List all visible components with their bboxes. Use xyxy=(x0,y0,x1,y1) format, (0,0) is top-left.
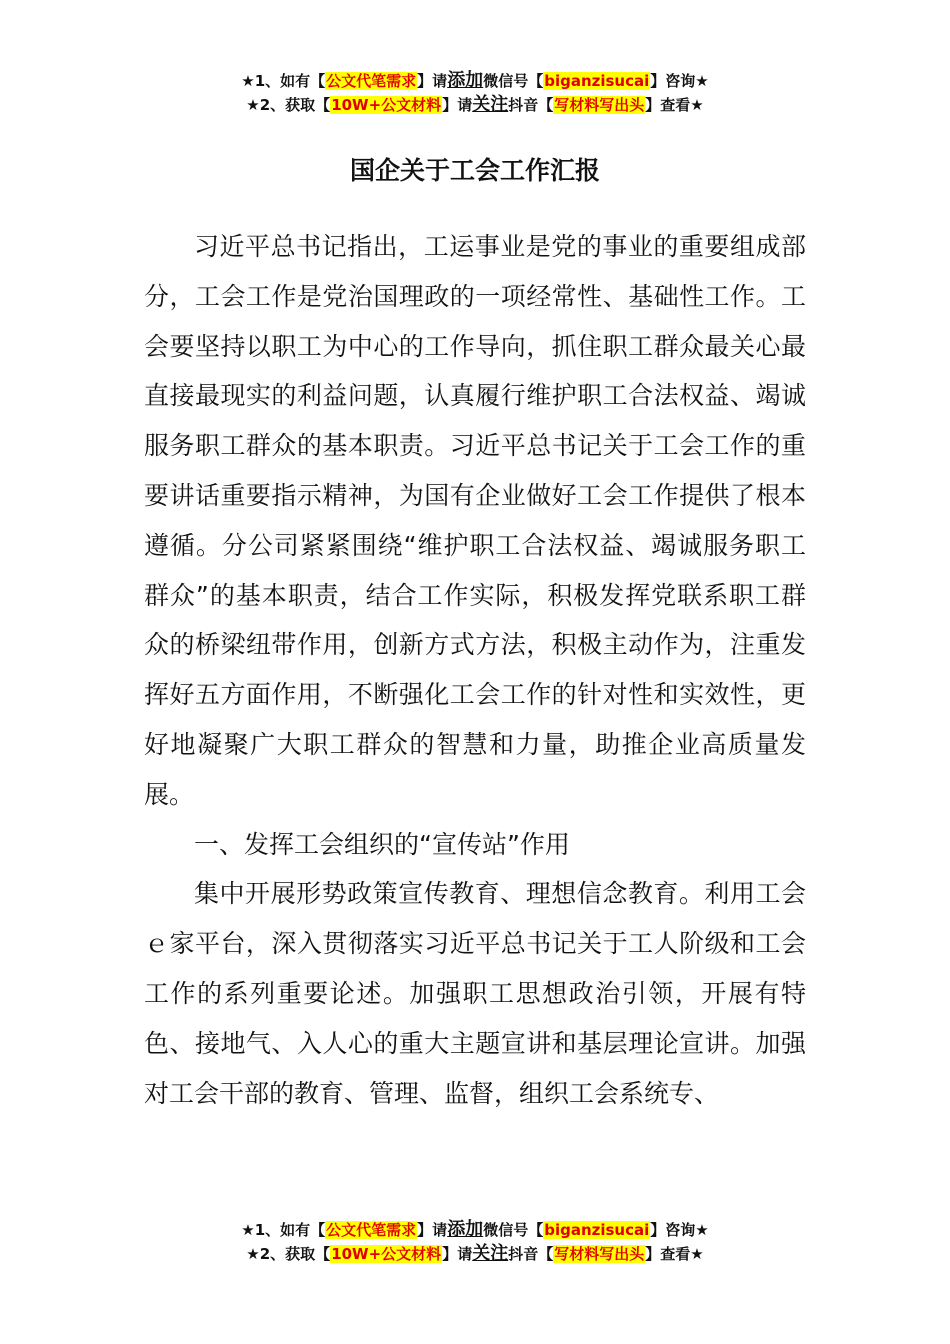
section-heading-1: 一、发挥工会组织的“宣传站”作用 xyxy=(194,829,570,859)
banner-text: 抖音【 xyxy=(508,96,554,114)
footer-banner xyxy=(0,1218,950,1266)
banner-underline: 关注 xyxy=(472,94,509,115)
banner-text: 】请 xyxy=(442,1245,473,1263)
banner-line-2 xyxy=(0,1242,950,1266)
banner-line-1 xyxy=(0,1218,950,1242)
banner-text: 】查看★ xyxy=(645,1245,704,1263)
banner-text: 】请 xyxy=(442,96,473,114)
banner-text: ★2、获取【 xyxy=(246,1245,331,1263)
banner-highlight: 10W+公文材料 xyxy=(331,1245,442,1263)
banner-highlight-douyin: 写材料写出头 xyxy=(554,1245,645,1263)
banner-highlight-wechat: biganzisucai xyxy=(544,72,650,90)
body-paragraph-intro: 习近平总书记指出，工运事业是党的事业的重要组成部分，工会工作是党治国理政的一项经常性、基础性工作。工会要坚持以职工为中心的工作导向，抓住职工群众最关心最直接最现实的利益问题，认真履行维护职工合法权益、竭诚服务职工群众的基本职责。习近平总书记关于工会工作的重要讲话重要指示精神，为国有企业做好工会工作提供了根本遵循。分公司紧紧围绕“维护职工合法权益、竭诚服务职工群众”的基本职责，结合工作实际，积极发挥党联系职工群众的桥梁纽带作用，创新方式方法，积极主动作为，注重发挥好五方面作用，不断强化工会工作的针对性和实效性，更好地凝聚广大职工群众的智慧和力量，助推企业高质量发展。 xyxy=(144,232,806,809)
banner-text: 】查看★ xyxy=(645,96,704,114)
banner-highlight-douyin: 写材料写出头 xyxy=(554,96,645,114)
banner-line-1 xyxy=(0,69,950,93)
banner-text: ★2、获取【 xyxy=(246,96,331,114)
banner-text: 微信号【 xyxy=(483,72,544,90)
banner-highlight: 公文代笔需求 xyxy=(326,1221,417,1239)
banner-text: ★1、如有【 xyxy=(241,72,326,90)
banner-underline: 添加 xyxy=(447,70,484,91)
banner-text: ★1、如有【 xyxy=(241,1221,326,1239)
banner-highlight: 10W+公文材料 xyxy=(331,96,442,114)
document-title: 国企关于工会工作汇报 xyxy=(349,156,600,185)
banner-text: 微信号【 xyxy=(483,1221,544,1239)
banner-highlight: 公文代笔需求 xyxy=(326,72,417,90)
body-paragraph-section-1: 集中开展形势政策宣传教育、理想信念教育。利用工会ｅ家平台，深入贯彻落实习近平总书记关于工人阶级和工会工作的系列重要论述。加强职工思想政治引领，开展有特色、接地气、入人心的重大主题宣讲和基层理论宣讲。加强对工会干部的教育、管理、监督，组织工会系统专、 xyxy=(144,879,806,1108)
banner-text: 】咨询★ xyxy=(650,72,709,90)
banner-underline: 关注 xyxy=(472,1243,509,1264)
banner-highlight-wechat: biganzisucai xyxy=(544,1221,650,1239)
banner-text: 】请 xyxy=(417,1221,448,1239)
header-banner xyxy=(0,69,950,117)
banner-text: 】请 xyxy=(417,72,448,90)
banner-text: 抖音【 xyxy=(508,1245,554,1263)
document-body xyxy=(144,222,806,1118)
banner-line-2 xyxy=(0,93,950,117)
banner-text: 】咨询★ xyxy=(650,1221,709,1239)
banner-underline: 添加 xyxy=(447,1219,484,1240)
